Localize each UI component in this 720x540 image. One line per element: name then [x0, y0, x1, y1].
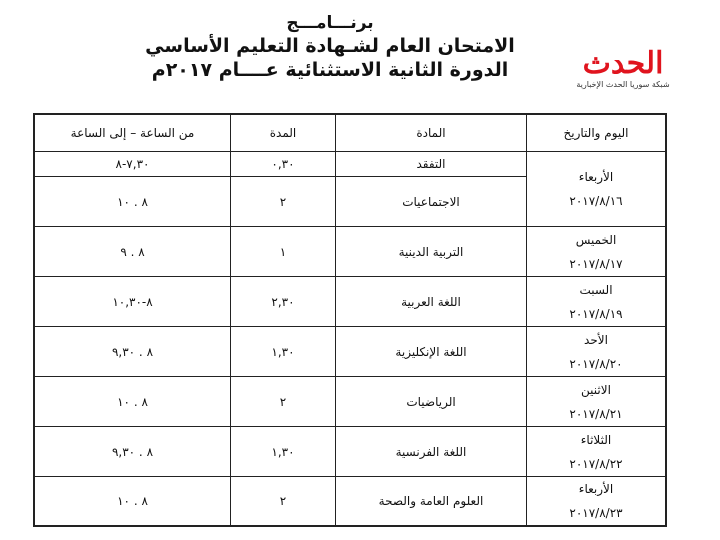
table-row: [34, 327, 666, 377]
time-cell: ٨-٧,٣٠: [34, 152, 231, 177]
table-row: [34, 227, 666, 277]
day-date: ٢٠١٧/٨/٢٣: [569, 506, 623, 520]
header-time: من الساعة – إلى الساعة: [34, 114, 231, 152]
day-name: السبت: [579, 282, 613, 297]
title-program: برنـــامـــج: [286, 13, 374, 33]
subject-cell: التربية الدينية: [336, 227, 527, 277]
day-cell: [527, 377, 667, 427]
day-cell: [527, 477, 667, 527]
time-cell: ١٠ . ٨: [34, 177, 231, 227]
duration-cell: ٢: [231, 477, 336, 527]
subject-cell: الرياضيات: [336, 377, 527, 427]
subject-cell: اللغة الفرنسية: [336, 427, 527, 477]
logo-mark: الحدث: [582, 46, 664, 81]
duration-cell: ٢: [231, 177, 336, 227]
alhadath-logo: [568, 48, 678, 90]
title-exam: الامتحان العام لشـهادة التعليم الأساسي: [145, 35, 515, 57]
subject-cell: العلوم العامة والصحة: [336, 477, 527, 527]
day-date: ٢٠١٧/٨/١٩: [569, 306, 623, 321]
subject-cell: اللغة العربية: [336, 277, 527, 327]
day-name: الأربعاء: [578, 170, 614, 184]
duration-cell: ٢,٣٠: [231, 277, 336, 327]
exam-schedule-table: [33, 113, 667, 527]
subject-cell: التفقد: [336, 152, 527, 177]
time-cell: ٩,٣٠ . ٨: [34, 427, 231, 477]
duration-cell: ٠,٣٠: [231, 152, 336, 177]
day-name: الأحد: [584, 332, 608, 347]
header-day-date: اليوم والتاريخ: [527, 114, 667, 152]
duration-cell: ١,٣٠: [231, 427, 336, 477]
table-row: [34, 427, 666, 477]
title-session: الدورة الثانية الاستثنائية عــــام ٢٠١٧م: [151, 59, 509, 81]
time-cell: ١٠ . ٨: [34, 377, 231, 427]
time-cell: ١٠,٣٠-٨: [34, 277, 231, 327]
day-name: الخميس: [575, 232, 617, 247]
duration-cell: ٢: [231, 377, 336, 427]
day-name: الاثنين: [581, 382, 611, 397]
duration-cell: ١: [231, 227, 336, 277]
day-name: الأربعاء: [578, 482, 614, 496]
day-cell: [527, 227, 667, 277]
day-date: ٢٠١٧/٨/٢٠: [569, 356, 623, 371]
table-row: [34, 152, 666, 177]
day-cell: [527, 277, 667, 327]
day-date: ٢٠١٧/٨/٢١: [569, 406, 623, 421]
time-cell: ٩,٣٠ . ٨: [34, 327, 231, 377]
table-row: [34, 277, 666, 327]
table-row: [34, 377, 666, 427]
time-cell: ١٠ . ٨: [34, 477, 231, 527]
day-cell: [527, 427, 667, 477]
day-name: الثلاثاء: [580, 432, 612, 447]
logo-subtitle: شبكة سوريا الحدث الإخبارية: [576, 80, 670, 89]
table-header-row: [34, 114, 666, 152]
time-cell: ٩ . ٨: [34, 227, 231, 277]
header-duration: المدة: [231, 114, 336, 152]
table-row: [34, 477, 666, 527]
subject-cell: اللغة الإنكليزية: [336, 327, 527, 377]
header-subject: المادة: [336, 114, 527, 152]
day-date: ٢٠١٧/٨/٢٢: [569, 456, 623, 471]
day-date: ٢٠١٧/٨/١٧: [569, 256, 623, 271]
day-cell: [527, 327, 667, 377]
duration-cell: ١,٣٠: [231, 327, 336, 377]
document-title-block: [100, 12, 560, 82]
day-date: ٢٠١٧/٨/١٦: [569, 194, 623, 208]
day-cell: [527, 152, 667, 227]
subject-cell: الاجتماعيات: [336, 177, 527, 227]
